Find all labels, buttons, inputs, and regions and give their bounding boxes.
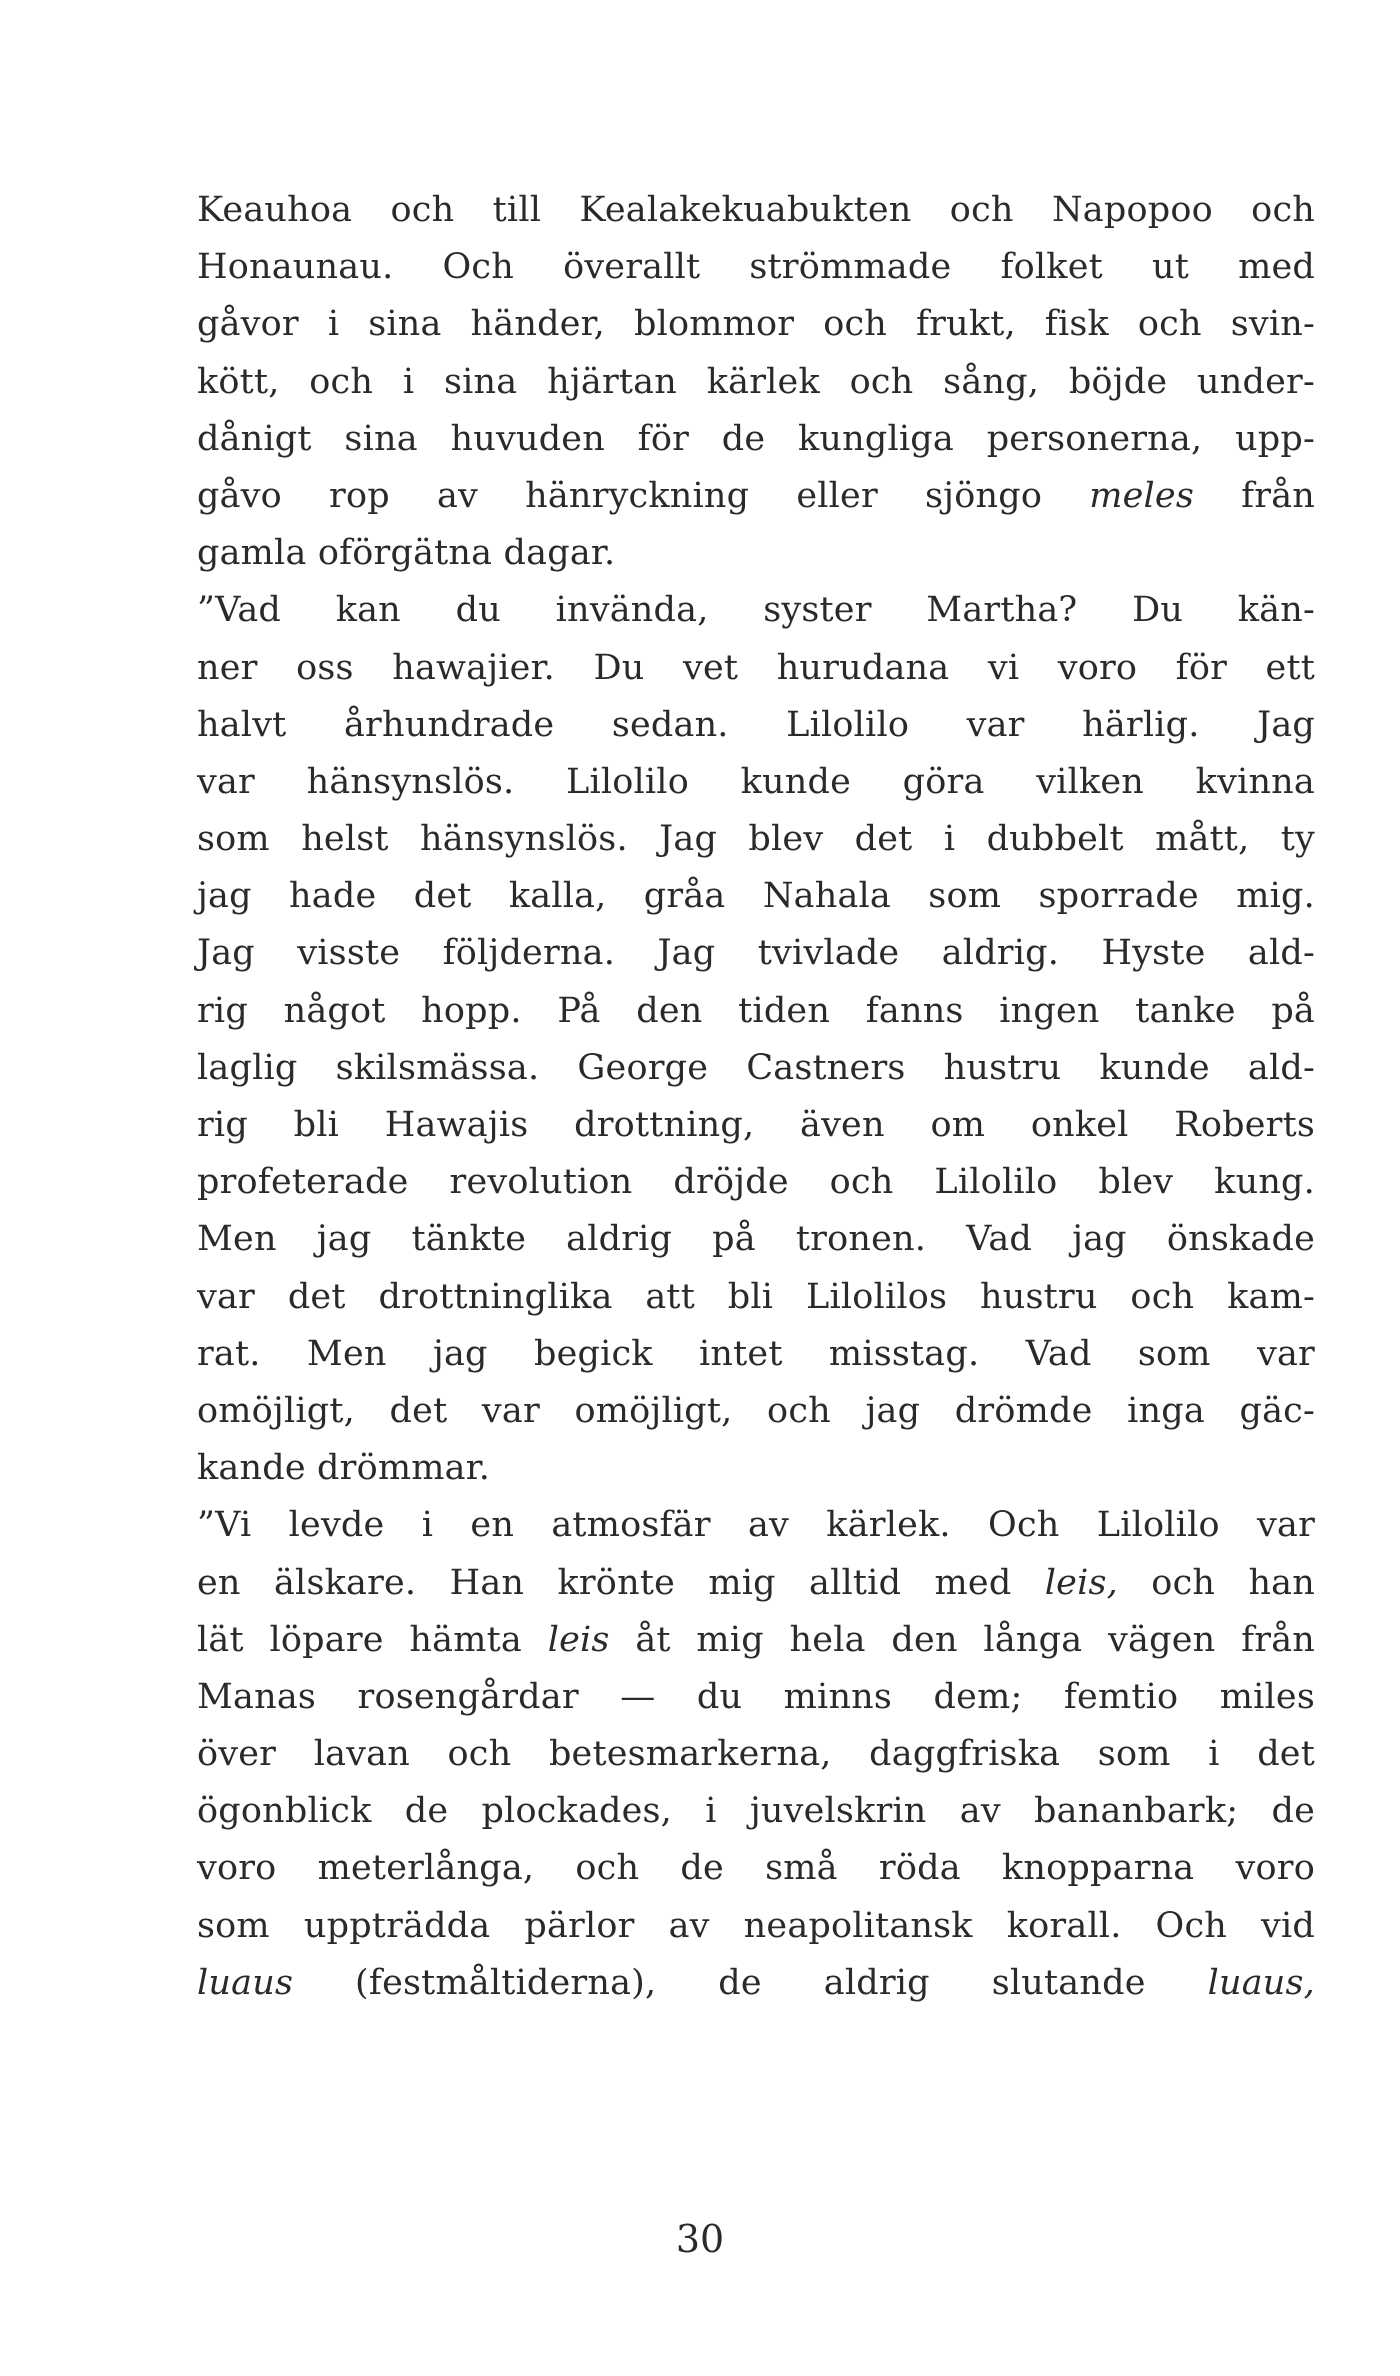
text-line: rat. Men jag begick intet misstag. Vad som var (197, 1333, 1315, 1374)
text-line: kött, och i sina hjärtan kärlek och sång, böjde under- (197, 361, 1315, 402)
italic-word: meles (1089, 475, 1194, 516)
text-line: halvt århundrade sedan. Lilolilo var härlig. Jag (197, 704, 1315, 745)
text-run: och han (1117, 1562, 1315, 1603)
text-line (197, 1955, 1315, 2012)
text-line: profeterade revolution dröjde och Lilolilo blev kung. (197, 1162, 1315, 1203)
text-line: dånigt sina huvuden för de kungliga personerna, upp- (197, 418, 1315, 459)
text-run: (festmåltiderna), de aldrig slutande (293, 1962, 1208, 2003)
text-line: gamla oförgätna dagar. (197, 533, 616, 574)
text-line: ner oss hawajier. Du vet hurudana vi voro för ett (197, 647, 1315, 688)
text-line (197, 1612, 1315, 1669)
page-number: 30 (675, 2217, 725, 2261)
text-line: över lavan och betesmarkerna, daggfriska som i det (197, 1734, 1315, 1775)
body-text (197, 182, 1315, 2012)
text-line: laglig skilsmässa. George Castners hustru kunde ald- (197, 1047, 1315, 1088)
italic-word: luaus (197, 1962, 294, 2003)
text-line: Manas rosengårdar — du minns dem; femtio miles (197, 1676, 1315, 1717)
text-run: från (1194, 475, 1316, 516)
text-run: åt mig hela den långa vägen från (609, 1619, 1316, 1660)
text-line: ”Vi levde i en atmosfär av kärlek. Och Lilolilo var (197, 1505, 1315, 1546)
text-line: Keauhoa och till Kealakekuabukten och Napopoo och (197, 190, 1315, 230)
italic-word: leis (547, 1619, 610, 1660)
text-line: som helst hänsynslös. Jag blev det i dubbelt mått, ty (197, 819, 1315, 860)
text-line (197, 468, 1315, 525)
text-line: Men jag tänkte aldrig på tronen. Vad jag önskade (197, 1219, 1315, 1260)
text-line: Jag visste följderna. Jag tvivlade aldrig. Hyste ald- (197, 933, 1315, 974)
text-line: kande drömmar. (197, 1448, 491, 1489)
text-line: var hänsynslös. Lilolilo kunde göra vilken kvinna (197, 761, 1315, 802)
text-run: lät löpare hämta (197, 1619, 548, 1660)
text-line: Honaunau. Och överallt strömmade folket ut med (197, 247, 1315, 288)
text-line: ”Vad kan du invända, syster Martha? Du kän- (197, 590, 1315, 631)
text-run: gåvo rop av hänryckning eller sjöngo (197, 475, 1090, 516)
text-line (197, 1555, 1315, 1612)
italic-word: luaus, (1207, 1962, 1315, 2003)
text-line: rig något hopp. På den tiden fanns ingen tanke på (197, 990, 1315, 1031)
text-line: som uppträdda pärlor av neapolitansk korall. Och vid (197, 1905, 1315, 1946)
text-line: var det drottninglika att bli Lilolilos hustru och kam- (197, 1276, 1315, 1317)
text-line: ögonblick de plockades, i juvelskrin av bananbark; de (197, 1791, 1315, 1832)
italic-word: leis, (1044, 1562, 1118, 1603)
text-line: voro meterlånga, och de små röda knopparna voro (197, 1848, 1315, 1889)
text-line: omöjligt, det var omöjligt, och jag drömde inga gäc- (197, 1390, 1315, 1431)
text-line: gåvor i sina händer, blommor och frukt, fisk och svin- (197, 304, 1315, 345)
text-line: jag hade det kalla, gråa Nahala som sporrade mig. (197, 876, 1315, 917)
text-line: rig bli Hawajis drottning, även om onkel Roberts (197, 1105, 1315, 1145)
text-run: en älskare. Han krönte mig alltid med (197, 1562, 1045, 1603)
